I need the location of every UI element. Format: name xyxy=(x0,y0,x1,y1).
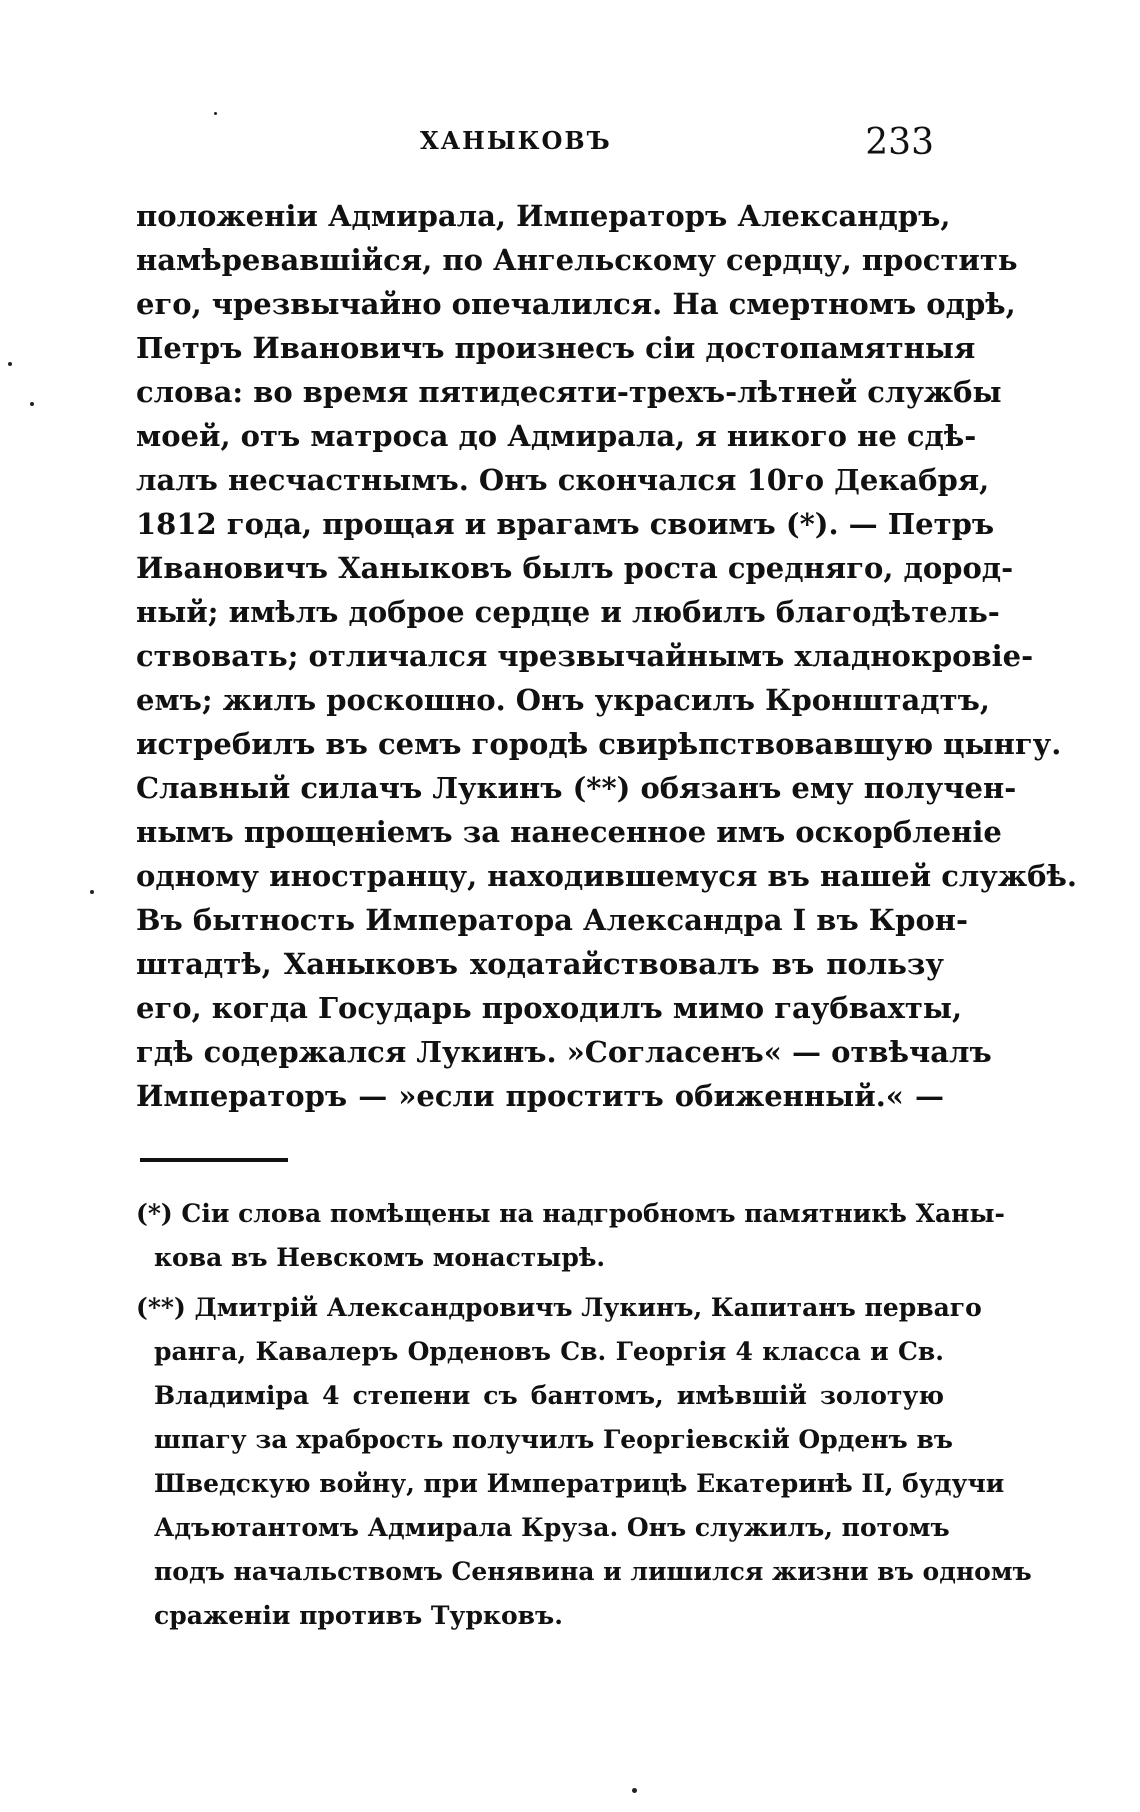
footnote-line: шпагу за храбрость получилъ Георгіевскій Орденъ въ xyxy=(154,1425,953,1454)
footnote-line: (*) Сіи слова помѣщены на надгробномъ памятникѣ Ханы- xyxy=(136,1199,1005,1228)
footnote-line: Адъютантомъ Адмирала Круза. Онъ служилъ, потомъ xyxy=(154,1513,950,1542)
text-line: емъ; жилъ роскошно. Онъ украсилъ Кронштадтъ, xyxy=(136,683,990,717)
text-line: лалъ несчастнымъ. Онъ скончался 10го Декабря, xyxy=(136,463,990,497)
page-number: 233 xyxy=(865,122,934,163)
footnote-line: кова въ Невскомъ монастырѣ. xyxy=(154,1243,606,1272)
footnote-line: Владиміра 4 степени съ бантомъ, имѣвшій золотую xyxy=(154,1381,944,1410)
text-line: моей, отъ матроса до Адмирала, я никого не сдѣ- xyxy=(136,419,977,453)
text-line: Въ бытность Императора Александра I въ Крон- xyxy=(136,903,969,937)
scan-speck xyxy=(90,890,94,894)
page-header xyxy=(140,122,940,172)
scan-speck xyxy=(214,112,217,115)
footnote-line: сраженіи противъ Турковъ. xyxy=(154,1601,563,1630)
text-line: его, когда Государь проходилъ мимо гаубвахты, xyxy=(136,991,963,1025)
scan-speck xyxy=(632,1788,637,1793)
text-line: истребилъ въ семъ городѣ свирѣпствовавшую цынгу. xyxy=(136,727,1062,761)
text-line: гдѣ содержался Лукинъ. »Согласенъ« — отвѣчалъ xyxy=(136,1035,992,1069)
scan-speck xyxy=(30,402,34,406)
footnote xyxy=(136,1192,1005,1280)
footnote-line: ранга, Кавалеръ Орденовъ Св. Георгія 4 класса и Св. xyxy=(154,1337,944,1366)
footnotes xyxy=(136,1192,1032,1638)
running-head: ХАНЫКОВЪ xyxy=(420,126,612,155)
text-line: положеніи Адмирала, Императоръ Александръ, xyxy=(136,199,951,233)
footnote-line: (**) Дмитрій Александровичъ Лукинъ, Капитанъ перваго xyxy=(136,1293,982,1322)
text-line: Славный силачъ Лукинъ (**) обязанъ ему получен- xyxy=(136,771,1017,805)
text-line: слова: во время пятидесяти-трехъ-лѣтней службы xyxy=(136,375,1002,409)
text-line: Петръ Ивановичъ произнесъ сіи достопамятныя xyxy=(136,331,976,365)
scan-speck xyxy=(8,362,12,366)
text-line: Ивановичъ Ханыковъ былъ роста средняго, дород- xyxy=(136,551,1014,585)
footnote-separator xyxy=(140,1158,288,1162)
text-line: 1812 года, прощая и врагамъ своимъ (*). — Петръ xyxy=(136,507,995,541)
footnote-line: Шведскую войну, при Императрицѣ Екатеринѣ II, будучи xyxy=(154,1469,1005,1498)
text-line: Императоръ — »если проститъ обиженный.« — xyxy=(136,1079,944,1113)
text-line: ствовать; отличался чрезвычайнымъ хладнокровіе- xyxy=(136,639,1034,673)
text-line: его, чрезвычайно опечалился. На смертномъ одрѣ, xyxy=(136,287,1016,321)
text-line: штадтѣ, Ханыковъ ходатайствовалъ въ пользу xyxy=(136,947,944,981)
text-line: ный; имѣлъ доброе сердце и любилъ благодѣтель- xyxy=(136,595,1000,629)
text-line: намѣревавшійся, по Ангельскому сердцу, простить xyxy=(136,243,1018,277)
main-text xyxy=(136,194,1077,1118)
footnote-line: подъ начальствомъ Сенявина и лишился жизни въ одномъ xyxy=(154,1557,1032,1586)
footnote xyxy=(136,1286,1032,1638)
text-line: одному иностранцу, находившемуся въ нашей службѣ. xyxy=(136,859,1077,893)
text-line: нымъ прощеніемъ за нанесенное имъ оскорбленіе xyxy=(136,815,1002,849)
